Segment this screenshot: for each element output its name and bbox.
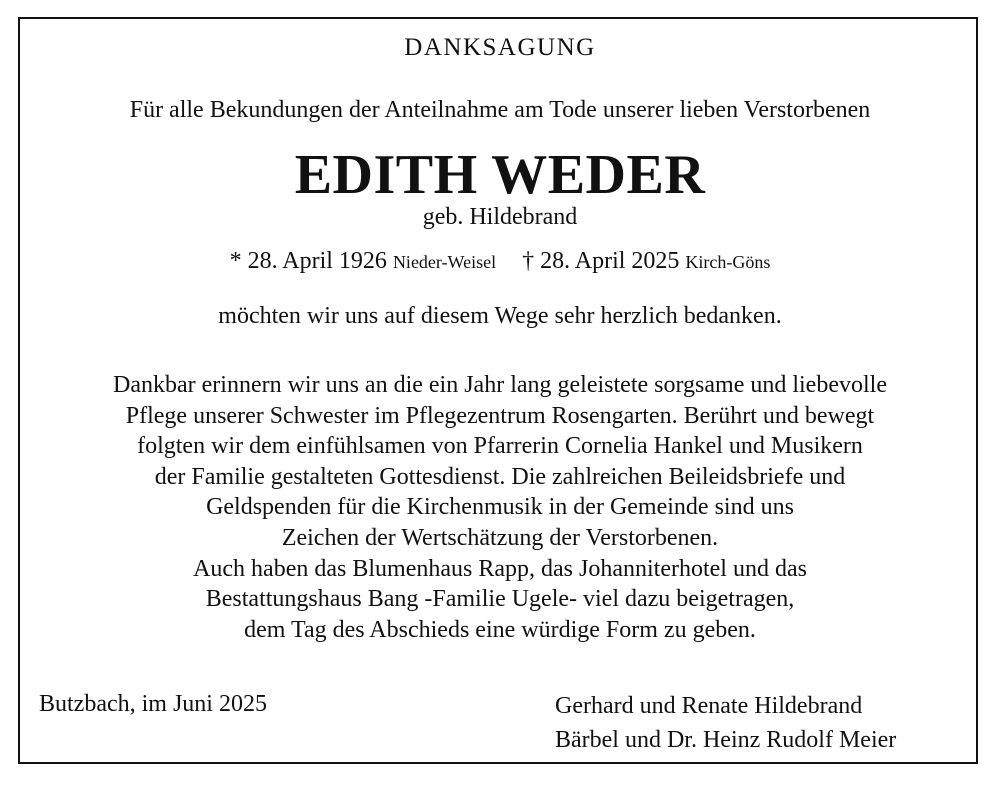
deceased-name: EDITH WEDER — [294, 144, 706, 206]
paragraph-line: Dankbar erinnern wir uns an die ein Jahr lang geleistete sorgsame und liebevolle — [113, 372, 887, 398]
maiden-name: geb. Hildebrand — [422, 204, 578, 230]
thanks-line: möchten wir uns auf diesem Wege sehr herzlich bedanken. — [218, 303, 782, 329]
signer-line: Bärbel und Dr. Heinz Rudolf Meier — [555, 727, 897, 753]
birth-symbol: * — [229, 248, 242, 274]
gratitude-paragraph — [0, 370, 1000, 645]
notice-heading: DANKSAGUNG — [404, 34, 596, 61]
paragraph-line: Geldspenden für die Kirchenmusik in der Gemeinde sind uns — [206, 494, 794, 521]
paragraph-line: dem Tag des Abschieds eine würdige Form zu geben. — [244, 616, 756, 643]
signer-line: Gerhard und Renate Hildebrand — [555, 693, 863, 719]
place-and-date: Butzbach, im Juni 2025 — [39, 691, 267, 717]
paragraph-line: Zeichen der Wertschätzung der Verstorbenen. — [281, 524, 719, 551]
intro-text: Für alle Bekundungen der Anteilnahme am Tode unserer lieben Verstorbenen — [129, 97, 871, 123]
death-symbol: † — [522, 248, 535, 274]
signers-block — [555, 689, 896, 757]
birth-date: 28. April 1926 — [247, 248, 387, 274]
death-date: 28. April 2025 — [540, 248, 680, 274]
paragraph-line: Bestattungshaus Bang -Familie Ugele- viel dazu beigetragen, — [205, 586, 795, 613]
death-place: Kirch-Göns — [685, 252, 771, 272]
birth-place: Nieder-Weisel — [392, 252, 497, 272]
paragraph-line: der Familie gestalteten Gottesdienst. Die zahlreichen Beileidsbriefe und — [154, 463, 846, 490]
paragraph-line: Auch haben das Blumenhaus Rapp, das Johanniterhotel und das — [193, 555, 807, 582]
life-dates — [0, 246, 1000, 277]
paragraph-line: Pflege unserer Schwester im Pflegezentrum Rosengarten. Berührt und bewegt — [125, 402, 875, 429]
paragraph-line: folgten wir dem einfühlsamen von Pfarrerin Cornelia Hankel und Musikern — [137, 433, 863, 460]
